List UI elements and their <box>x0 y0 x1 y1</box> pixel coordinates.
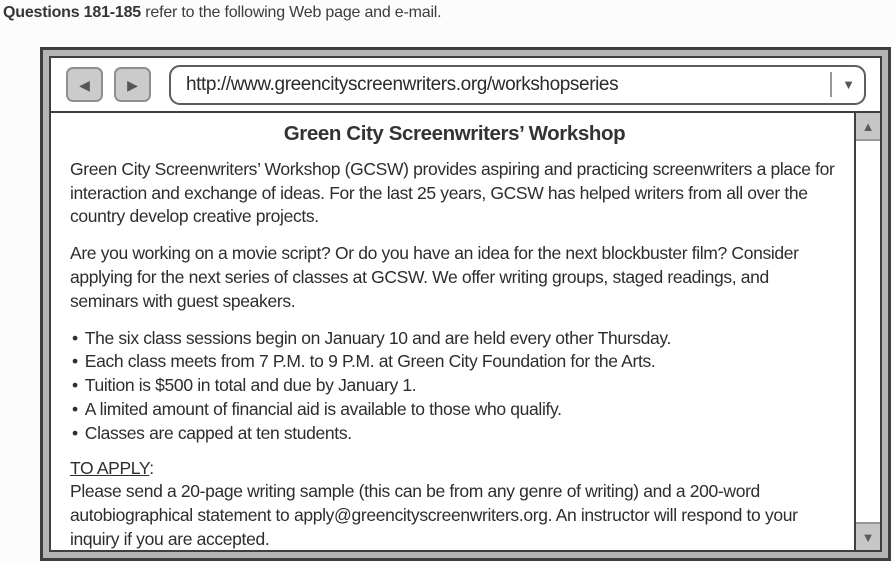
scroll-up-icon: ▲ <box>861 118 875 134</box>
page-title: Green City Screenwriters’ Workshop <box>283 122 626 145</box>
list-item <box>70 327 839 351</box>
scrollbar[interactable] <box>854 113 880 550</box>
list-item <box>70 374 839 398</box>
invitation-paragraph: Are you working on a movie script? Or do you have an idea for the next blockbuster film? Consider applying for the next series of classes at GCSW. We offer writing groups, staged readings, and seminars with guest speakers. <box>70 243 799 311</box>
browser-window <box>49 56 882 552</box>
bullet-text: Classes are capped at ten students. <box>84 422 352 443</box>
bullet-icon: • <box>72 399 78 420</box>
scroll-down-icon: ▼ <box>861 529 875 545</box>
scrollbar-track[interactable] <box>856 141 880 522</box>
class-details-list <box>70 327 839 446</box>
url-bar[interactable] <box>169 65 866 105</box>
forward-button[interactable] <box>114 67 151 102</box>
bullet-text: A limited amount of financial aid is available to those who qualify. <box>84 399 562 420</box>
bullet-text: Each class meets from 7 P.M. to 9 P.M. at Green City Foundation for the Arts. <box>84 351 656 372</box>
back-icon: ◀ <box>79 76 90 93</box>
browser-toolbar <box>51 58 880 113</box>
scroll-up-button[interactable] <box>856 113 880 141</box>
bullet-icon: • <box>72 351 78 372</box>
apply-heading-text: TO APPLY <box>70 457 150 478</box>
apply-heading <box>70 457 839 481</box>
intro-paragraph: Green City Screenwriters’ Workshop (GCSW) provides aspiring and practicing screenwriters a place for interaction and exchange of ideas. For the last 25 years, GCSW has helped writers from all over the country develop creative projects. <box>70 158 835 227</box>
url-text[interactable]: http://www.greencityscreenwriters.org/workshopseries <box>186 73 619 95</box>
webpage-content <box>51 113 854 550</box>
question-range: Questions 181-185 <box>3 4 141 21</box>
browser-viewport <box>51 113 880 550</box>
list-item <box>70 398 839 422</box>
bullet-text: The six class sessions begin on January 10 and are held every other Thursday. <box>84 327 671 348</box>
bullet-icon: • <box>72 375 78 396</box>
bullet-text: Tuition is $500 in total and due by January 1. <box>84 375 417 396</box>
list-item <box>70 422 839 446</box>
scroll-down-button[interactable] <box>856 522 880 550</box>
apply-heading-colon: : <box>149 457 154 478</box>
browser-window-frame <box>40 47 891 561</box>
url-bar-divider <box>830 72 832 97</box>
question-reference-text: refer to the following Web page and e-mail. <box>141 4 442 21</box>
bullet-icon: • <box>72 327 78 348</box>
question-reference <box>3 4 441 22</box>
back-button[interactable] <box>66 67 103 102</box>
bullet-icon: • <box>72 422 78 443</box>
forward-icon: ▶ <box>127 76 138 93</box>
url-dropdown-icon[interactable]: ▼ <box>842 77 855 92</box>
apply-paragraph: Please send a 20-page writing sample (this can be from any genre of writing) and a 200-word autobiographical statement to apply@greencityscreenwriters.org. An instructor will respond to your inquiry if you are accepted. <box>70 481 798 550</box>
list-item <box>70 350 839 374</box>
